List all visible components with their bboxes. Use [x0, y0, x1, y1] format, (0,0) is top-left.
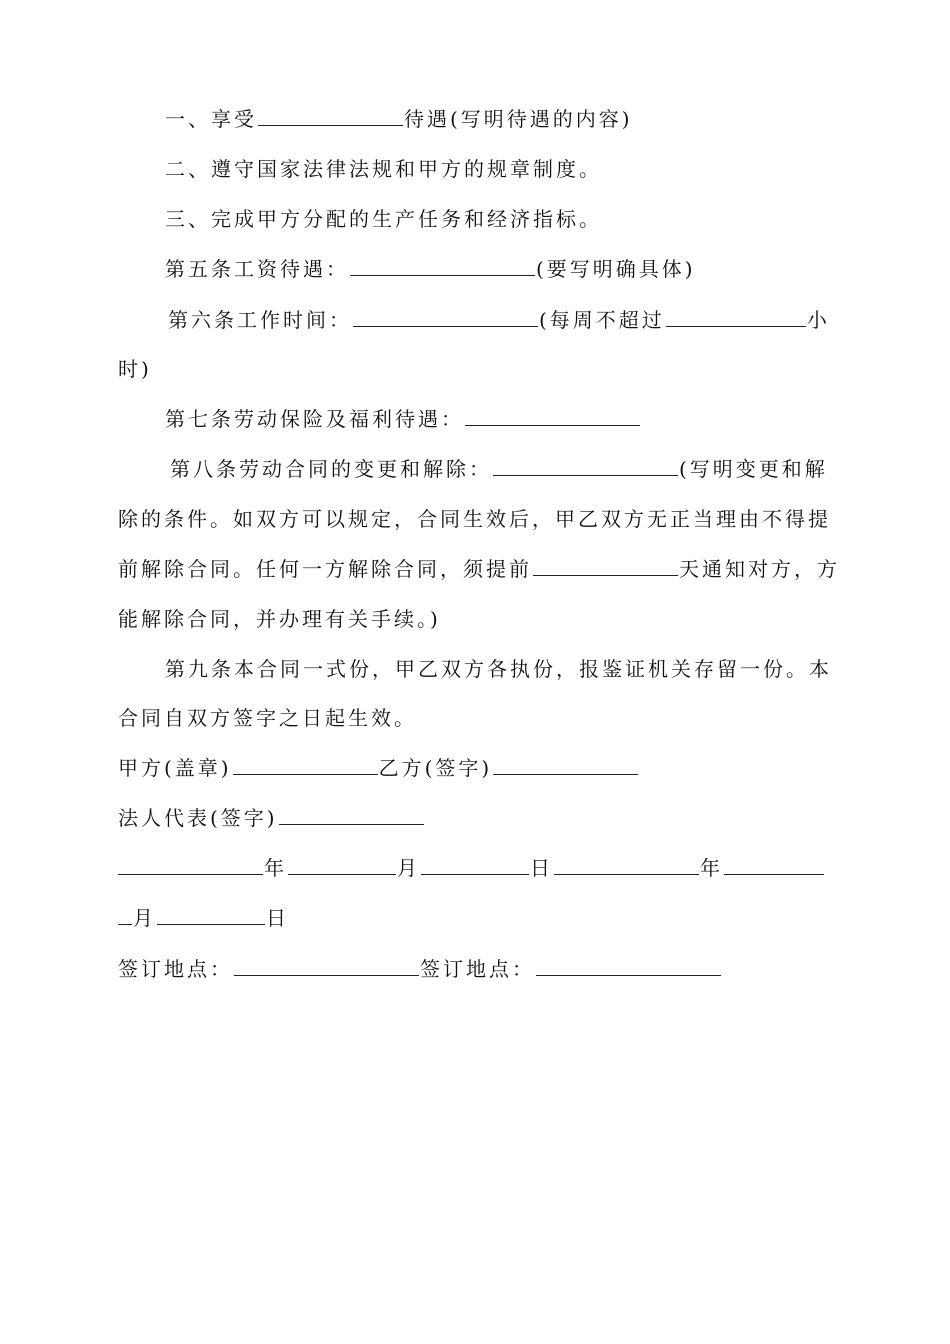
item-1-prefix: 一、享受 [165, 107, 257, 131]
article-6-line-1 [168, 305, 830, 335]
signing-place-b-label: 签订地点： [420, 957, 535, 981]
item-2 [165, 154, 602, 184]
article-8-line-2 [118, 504, 830, 534]
item-1 [165, 104, 633, 134]
day-a-label: 日 [530, 856, 553, 880]
month-b-blank-end [118, 904, 132, 925]
article-8-line-3 [118, 554, 840, 584]
party-a-label: 甲方(盖章) [118, 756, 232, 780]
article-6-line-2 [118, 354, 152, 384]
signing-place-b-blank [536, 955, 721, 976]
work-time-blank [353, 306, 538, 327]
article-6-note: (每周不超过 [539, 308, 665, 332]
article-9-text-1: 第九条本合同一式份，甲乙双方各执份，报鉴证机关存留一份。本 [165, 657, 832, 681]
year-a-label: 年 [264, 856, 287, 880]
signing-place-a-blank [234, 955, 419, 976]
month-a-blank [288, 854, 396, 875]
article-6-label: 第六条工作时间： [168, 308, 352, 332]
legal-rep-blank [279, 804, 424, 825]
article-9-text-2: 合同自双方签字之日起生效。 [118, 706, 417, 730]
article-8-line-4 [118, 604, 441, 634]
month-a-label: 月 [397, 856, 420, 880]
signing-place-a-label: 签订地点： [118, 957, 233, 981]
weekly-hours-blank [666, 306, 806, 327]
wage-blank [350, 255, 535, 276]
article-6-unit: 小 [806, 308, 830, 332]
party-signature-line [118, 753, 639, 783]
date-line-2 [118, 903, 289, 933]
day-a-blank [421, 854, 529, 875]
article-9-line-2 [118, 703, 417, 733]
article-6-unit-end: 时) [118, 357, 152, 381]
article-9-line-1 [165, 654, 830, 684]
item-3 [165, 204, 602, 234]
article-8-note: (写明变更和解 [679, 457, 828, 481]
date-line-1 [118, 853, 825, 883]
day-b-label: 日 [266, 906, 289, 930]
article-8-line-1 [170, 454, 828, 484]
month-b-blank-start [724, 854, 824, 875]
article-8-text-3a: 前解除合同。任何一方解除合同，须提前 [118, 557, 532, 581]
legal-rep-line [118, 803, 425, 833]
article-8-text-4: 能解除合同，并办理有关手续。) [118, 607, 441, 631]
treatment-blank [258, 105, 403, 126]
party-a-blank [233, 754, 378, 775]
change-terms-blank [493, 455, 678, 476]
day-b-blank [157, 904, 265, 925]
item-2-text: 二、遵守国家法律法规和甲方的规章制度。 [165, 157, 602, 181]
party-b-label: 乙方(签字) [378, 756, 493, 780]
year-a-blank [118, 854, 263, 875]
article-8-text-2: 除的条件。如双方可以规定，合同生效后，甲乙双方无正当理由不得提 [118, 507, 831, 531]
legal-rep-label: 法人代表(签字) [118, 806, 278, 830]
article-5 [165, 254, 696, 284]
month-b-label: 月 [133, 906, 156, 930]
article-8-text-3b: 天通知对方，方 [679, 557, 840, 581]
party-b-blank [493, 754, 638, 775]
article-7-label: 第七条劳动保险及福利待遇： [165, 407, 464, 431]
item-1-suffix: 待遇(写明待遇的内容) [404, 107, 633, 131]
insurance-blank [465, 405, 640, 426]
article-5-label: 第五条工资待遇： [165, 257, 349, 281]
article-8-label: 第八条劳动合同的变更和解除： [170, 457, 492, 481]
year-b-blank [554, 854, 699, 875]
notice-days-blank [533, 555, 678, 576]
signing-place-line [118, 954, 722, 984]
item-3-text: 三、完成甲方分配的生产任务和经济指标。 [165, 207, 602, 231]
article-7 [165, 404, 641, 434]
article-5-note: (要写明确具体) [536, 257, 696, 281]
year-b-label: 年 [700, 856, 723, 880]
